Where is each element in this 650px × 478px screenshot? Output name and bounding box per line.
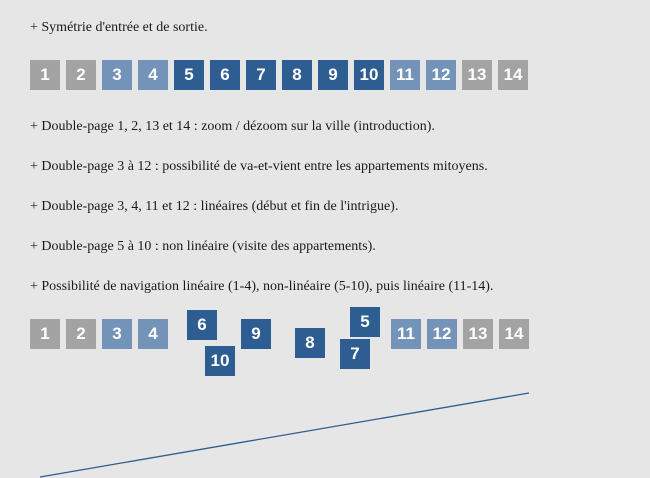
text-line-symetrie: + Symétrie d'entrée et de sortie. xyxy=(30,20,208,35)
nav-box-8: 8 xyxy=(295,328,325,358)
nav-box-2: 2 xyxy=(66,319,96,349)
page-box-2: 2 xyxy=(66,60,96,90)
page-box-11: 11 xyxy=(390,60,420,90)
nav-box-12: 12 xyxy=(427,319,457,349)
nav-box-3: 3 xyxy=(102,319,132,349)
page-box-1: 1 xyxy=(30,60,60,90)
page-box-13: 13 xyxy=(462,60,492,90)
nav-box-5: 5 xyxy=(350,307,380,337)
page-box-10: 10 xyxy=(354,60,384,90)
page-box-7: 7 xyxy=(246,60,276,90)
diagonal-line xyxy=(40,393,529,477)
page-box-5: 5 xyxy=(174,60,204,90)
nav-box-11: 11 xyxy=(391,319,421,349)
nav-box-4: 4 xyxy=(138,319,168,349)
nav-box-10: 10 xyxy=(205,346,235,376)
nav-box-7: 7 xyxy=(340,339,370,369)
text-line-lineaires: + Double-page 3, 4, 11 et 12 : linéaires (début et fin de l'intrigue). xyxy=(30,199,399,214)
page-box-14: 14 xyxy=(498,60,528,90)
text-line-navigation: + Possibilité de navigation linéaire (1-4), non-linéaire (5-10), puis linéaire (11-14). xyxy=(30,279,494,294)
text-line-zoom: + Double-page 1, 2, 13 et 14 : zoom / dézoom sur la ville (introduction). xyxy=(30,119,435,134)
page-box-3: 3 xyxy=(102,60,132,90)
page-box-9: 9 xyxy=(318,60,348,90)
page-box-12: 12 xyxy=(426,60,456,90)
nav-box-13: 13 xyxy=(463,319,493,349)
nav-box-1: 1 xyxy=(30,319,60,349)
nav-box-14: 14 xyxy=(499,319,529,349)
nav-box-9: 9 xyxy=(241,319,271,349)
text-line-va-et-vient: + Double-page 3 à 12 : possibilité de va-et-vient entre les appartements mitoyens. xyxy=(30,159,488,174)
page-box-4: 4 xyxy=(138,60,168,90)
page-box-8: 8 xyxy=(282,60,312,90)
nav-box-6: 6 xyxy=(187,310,217,340)
text-line-non-lineaire: + Double-page 5 à 10 : non linéaire (visite des appartements). xyxy=(30,239,376,254)
page-box-6: 6 xyxy=(210,60,240,90)
